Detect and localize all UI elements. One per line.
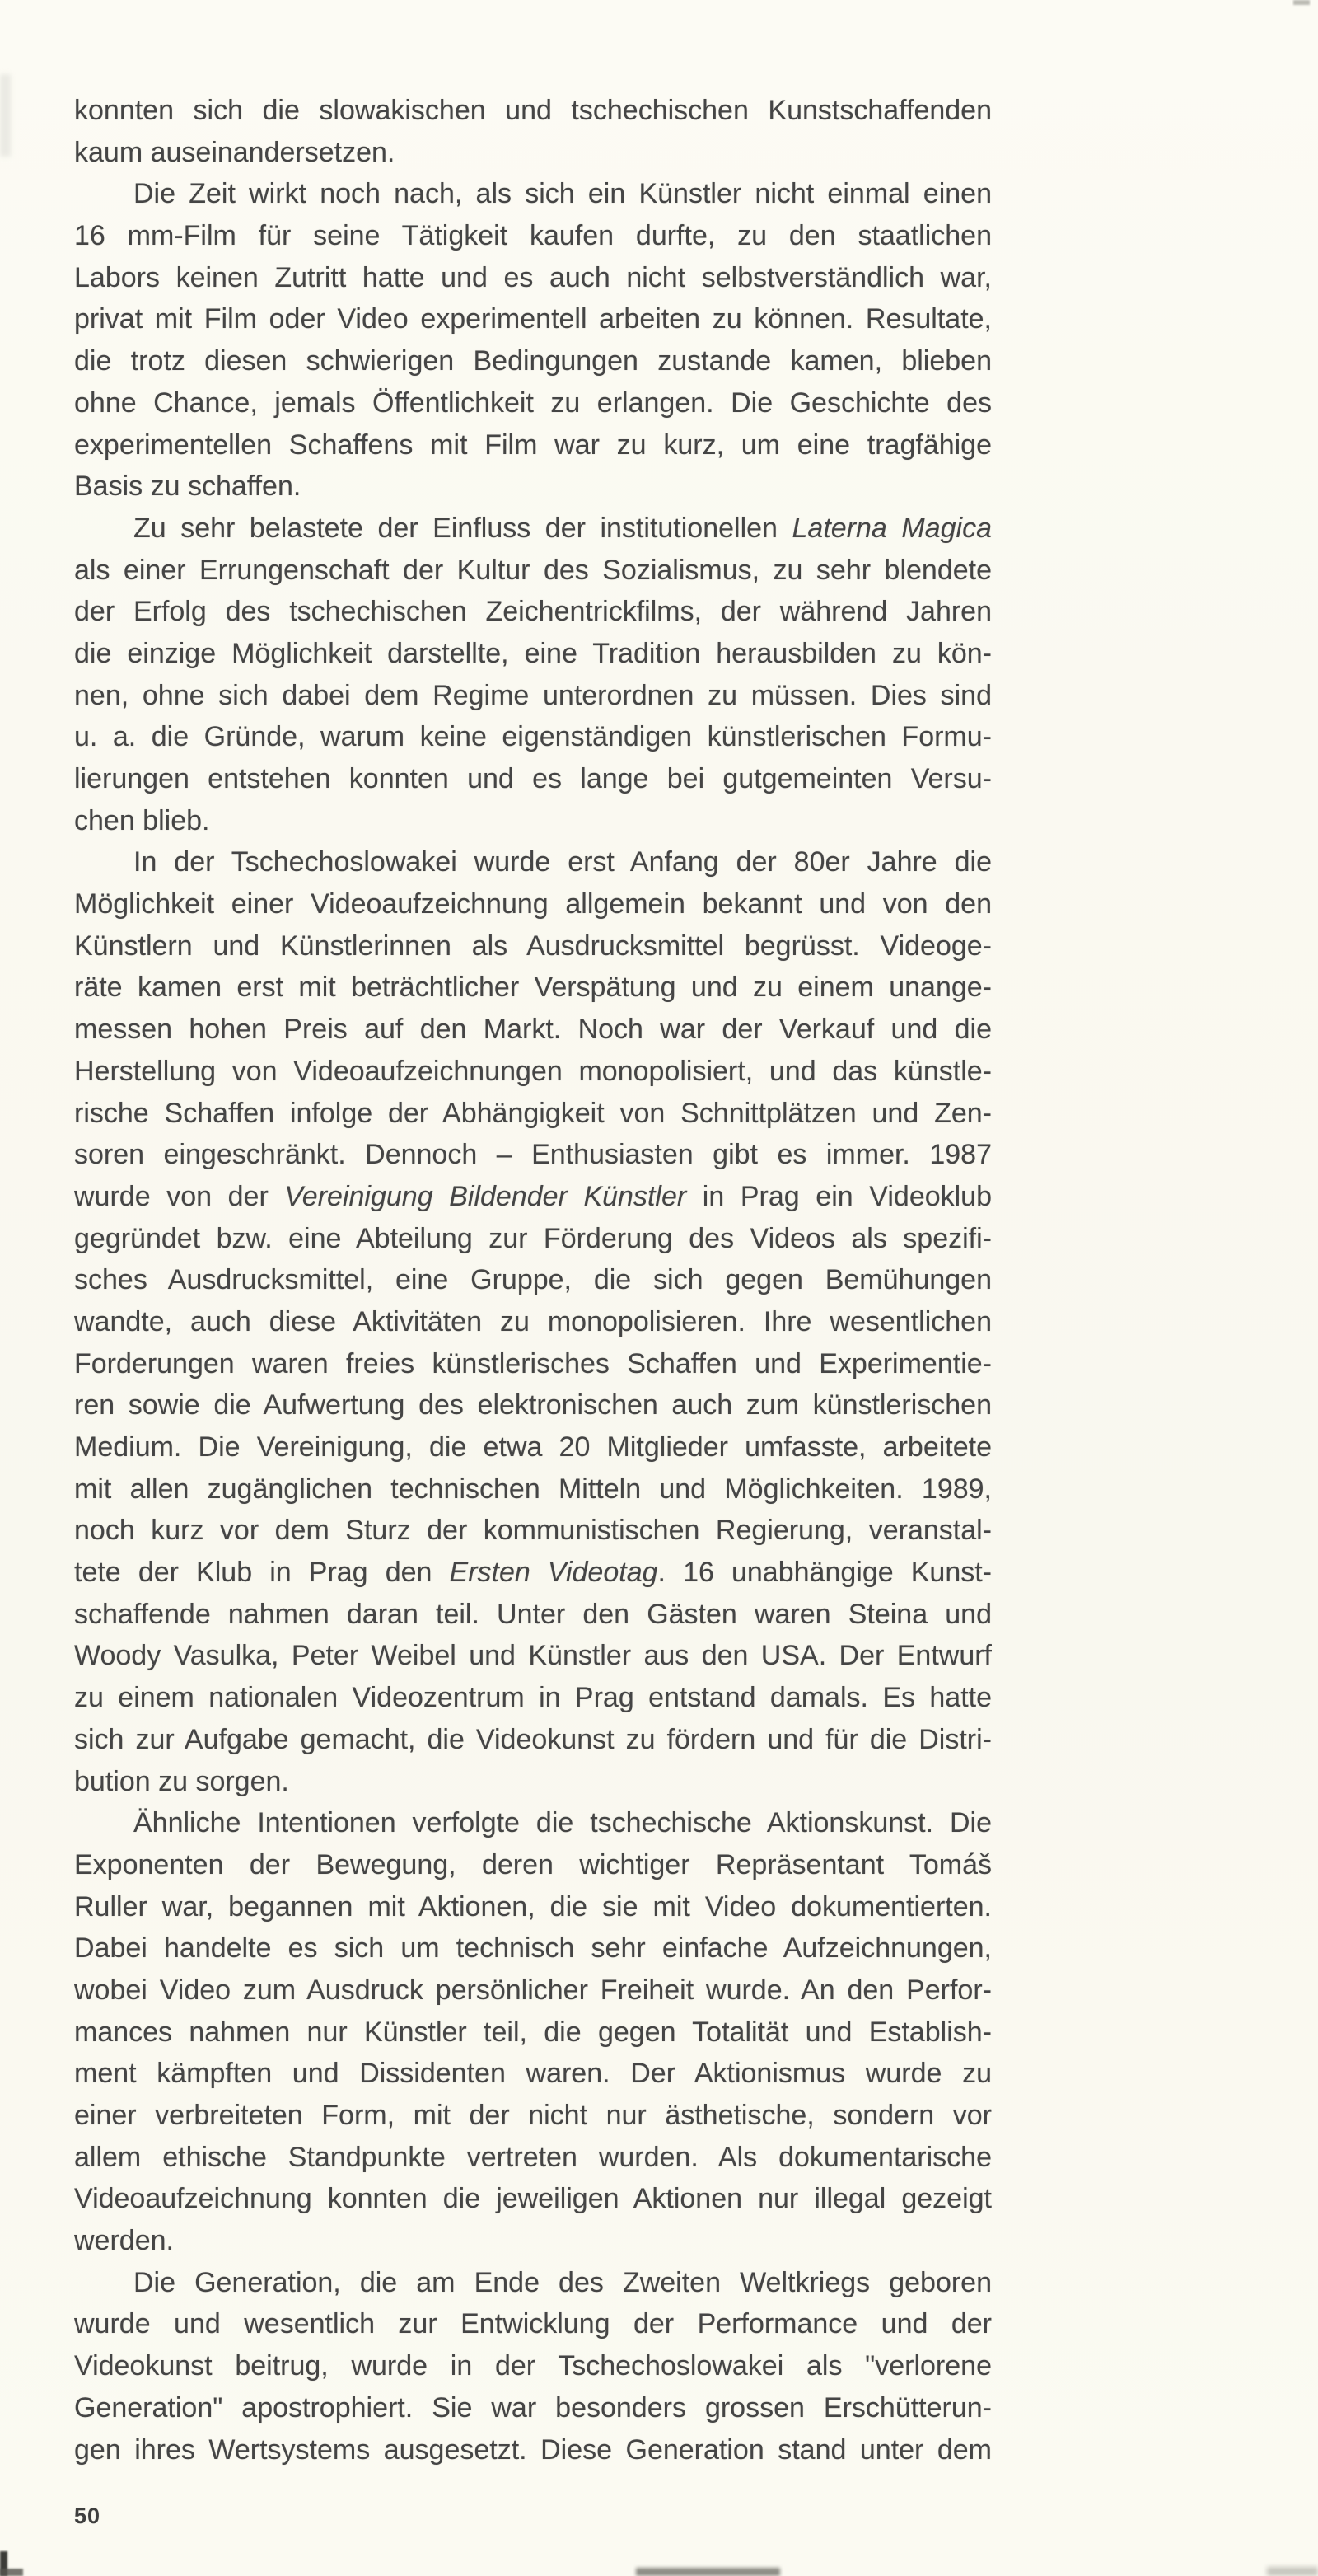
italic-text: Vereinigung Bildender Künstler [284,1180,687,1212]
body-text: 16 mm-Film für seine Tätigkeit kaufen durfte, zu den staatlichen [74,220,992,252]
body-text: chen blieb. [74,804,210,836]
text-line [74,1761,992,1803]
body-text: wobei Video zum Ausdruck persönlicher Freiheit wurde. An den Perfor- [74,1974,992,2006]
text-line [74,716,992,758]
text-line [74,1719,992,1761]
text-line [74,1969,992,2012]
body-text: ren sowie die Aufwertung des elektronischen auch zum künstlerischen [74,1389,992,1421]
body-text: Die Generation, die am Ende des Zweiten Weltkriegs geboren [133,2266,992,2298]
body-text: sich zur Aufgabe gemacht, die Videokunst zu fördern und für die Distri- [74,1723,992,1755]
text-line [74,1635,992,1677]
paragraph [74,90,992,173]
body-text: räte kamen erst mit beträchtlicher Verspätung und zu einem unange- [74,972,992,1004]
paragraph [74,173,992,508]
text-line [74,173,992,215]
text-line [74,2178,992,2220]
body-text: noch kurz vor dem Sturz der kommunistischen Regierung, veranstal- [74,1515,992,1547]
scan-artifact-top-right [1293,0,1310,5]
text-line [74,257,992,299]
body-text: mit allen zugänglichen technischen Mitteln und Möglichkeiten. 1989, [74,1473,992,1505]
text-line [74,508,992,550]
body-text: wurde und wesentlich zur Entwicklung der Performance und der [74,2308,992,2340]
body-text: in Prag ein Videoklub [686,1180,992,1212]
text-line [74,2053,992,2095]
body-text: rische Schaffen infolge der Abhängigkeit von Schnittplätzen und Zen- [74,1097,992,1129]
body-text: die trotz diesen schwierigen Bedingungen zustande kamen, blieben [74,345,992,377]
text-line [74,90,992,132]
body-text: sches Ausdrucksmittel, eine Gruppe, die sich gegen Bemühungen [74,1264,992,1296]
text-line [74,424,992,466]
body-text: Videoaufzeichnung konnten die jeweiligen Aktionen nur illegal gezeigt [74,2183,992,2215]
text-line [74,2429,992,2471]
body-text: In der Tschechoslowakei wurde erst Anfang der 80er Jahre die [133,846,992,878]
text-line [74,758,992,800]
body-text: der Erfolg des tschechischen Zeichentrickfilms, der während Jahren [74,596,992,628]
text-line [74,382,992,424]
text-line [74,1552,992,1594]
text-line [74,967,992,1009]
text-line [74,1677,992,1719]
body-text: die einzige Möglichkeit darstellte, eine Tradition herausbilden zu kön- [74,637,992,669]
body-text: Zu sehr belastete der Einfluss der institutionellen [133,512,792,544]
body-text: ohne Chance, jemals Öffentlichkeit zu erlangen. Die Geschichte des [74,386,992,419]
text-line [74,841,992,883]
paragraph [74,1802,992,2262]
text-line [74,925,992,967]
text-line [74,2303,992,2345]
body-text: gegründet bzw. eine Abteilung zur Förderung des Videos als spezifi- [74,1222,992,1254]
text-line [74,2220,992,2262]
paragraph [74,508,992,842]
paragraph [74,2262,992,2471]
body-text: werden. [74,2225,174,2257]
text-line [74,2095,992,2137]
body-text: nen, ohne sich dabei dem Regime unterordnen zu müssen. Dies sind [74,679,992,711]
text-line [74,340,992,382]
body-text: Herstellung von Videoaufzeichnungen monopolisiert, und das künstle- [74,1055,992,1087]
body-text: Dabei handelte es sich um technisch sehr einfache Aufzeichnungen, [74,1932,992,1965]
scan-artifact-bottom-left-2 [0,2569,23,2576]
body-text: Forderungen waren freies künstlerisches Schaffen und Experimentie- [74,1347,992,1379]
text-line [74,1426,992,1468]
page-number: 50 [74,2503,101,2528]
text-line [74,1384,992,1426]
body-text: u. a. die Gründe, warum keine eigenständigen künstlerischen Formu- [74,721,992,753]
body-text: Ruller war, begannen mit Aktionen, die sie mit Video dokumentierten. [74,1890,992,1923]
text-line [74,1343,992,1385]
body-text: Exponenten der Bewegung, deren wichtiger Repräsentant Tomáš [74,1848,992,1880]
text-line [74,1218,992,1260]
body-text: . 16 unabhängige Kunst- [657,1557,992,1589]
italic-text: Ersten Videotag [449,1557,658,1589]
scan-artifact-bottom-smudge [636,2568,780,2576]
body-text: Künstlern und Künstlerinnen als Ausdrucksmittel begrüsst. Videoge- [74,930,992,962]
text-line [74,1259,992,1301]
italic-text: Laterna Magica [792,512,992,544]
paragraph [74,841,992,1802]
scan-artifact-left-edge [0,74,11,157]
text-line [74,215,992,257]
body-text: wurde von der [74,1180,285,1212]
body-text: konnten sich die slowakischen und tschechischen Kunstschaffenden [74,95,992,126]
text-line [74,2345,992,2387]
body-text: Labors keinen Zutritt hatte und es auch nicht selbstverständlich war, [74,261,992,293]
body-text: bution zu sorgen. [74,1765,289,1797]
scan-artifact-bottom-left [0,2551,7,2576]
text-line [74,591,992,633]
text-line [74,1510,992,1552]
body-text: messen hohen Preis auf den Markt. Noch war der Verkauf und die [74,1014,992,1046]
body-text: lierungen entstehen konnten und es lange bei gutgemeinten Versu- [74,763,992,794]
body-text: wandte, auch diese Aktivitäten zu monopolisieren. Ihre wesentlichen [74,1305,992,1337]
text-line [74,1134,992,1176]
text-line [74,1594,992,1636]
body-text: Basis zu schaffen. [74,471,301,503]
body-text: tete der Klub in Prag den [74,1557,450,1589]
body-text: einer verbreiteten Form, mit der nicht nur ästhetische, sondern vor [74,2100,992,2131]
body-text: schaffende nahmen daran teil. Unter den Gästen waren Steina und [74,1598,992,1630]
text-line [74,1301,992,1343]
body-text: Medium. Die Vereinigung, die etwa 20 Mitglieder umfasste, arbeitete [74,1431,992,1463]
text-line [74,132,992,174]
body-text: soren eingeschränkt. Dennoch – Enthusiasten gibt es immer. 1987 [74,1139,992,1171]
text-line [74,2387,992,2429]
text-line [74,2012,992,2054]
text-line [74,298,992,340]
text-line [74,1844,992,1886]
text-line [74,800,992,842]
body-text: kaum auseinandersetzen. [74,136,395,168]
body-text: Generation" apostrophiert. Sie war besonders grossen Erschütterun- [74,2391,992,2424]
body-text: ment kämpften und Dissidenten waren. Der Aktionismus wurde zu [74,2058,992,2090]
body-text: Die Zeit wirkt noch nach, als sich ein Künstler nicht einmal einen [133,178,992,210]
text-line [74,1051,992,1093]
body-text: Woody Vasulka, Peter Weibel und Künstler aus den USA. Der Entwurf [74,1640,992,1672]
body-text: Ähnliche Intentionen verfolgte die tschechische Aktionskunst. Die [133,1807,992,1839]
body-text: zu einem nationalen Videozentrum in Prag entstand damals. Es hatte [74,1682,992,1714]
body-text: privat mit Film oder Video experimentell arbeiten zu können. Resultate, [74,303,992,335]
text-line [74,1802,992,1844]
text-line [74,2262,992,2304]
body-text: mances nahmen nur Künstler teil, die gegen Totalität und Establish- [74,2016,992,2048]
body-text: als einer Errungenschaft der Kultur des Sozialismus, zu sehr blendete [74,554,992,586]
text-line [74,1093,992,1135]
body-text: Videokunst beitrug, wurde in der Tschechoslowakei als "verlorene [74,2350,992,2382]
body-text: Möglichkeit einer Videoaufzeichnung allgemein bekannt und von den [74,888,992,920]
text-line [74,2137,992,2179]
text-line [74,633,992,675]
text-line [74,1886,992,1928]
text-line [74,883,992,925]
body-text: allem ethische Standpunkte vertreten wurden. Als dokumentarische [74,2141,992,2173]
body-text: experimentellen Schaffens mit Film war zu kurz, um eine tragfähige [74,429,992,461]
scan-artifact-bottom-right [1267,2567,1318,2576]
text-line [74,550,992,592]
text-line [74,466,992,508]
text-line [74,1927,992,1969]
text-line [74,1176,992,1218]
text-line [74,1009,992,1051]
text-line [74,675,992,717]
text-column [74,90,992,2471]
body-text: gen ihres Wertsystems ausgesetzt. Diese Generation stand unter dem [74,2433,992,2466]
text-line [74,1468,992,1510]
